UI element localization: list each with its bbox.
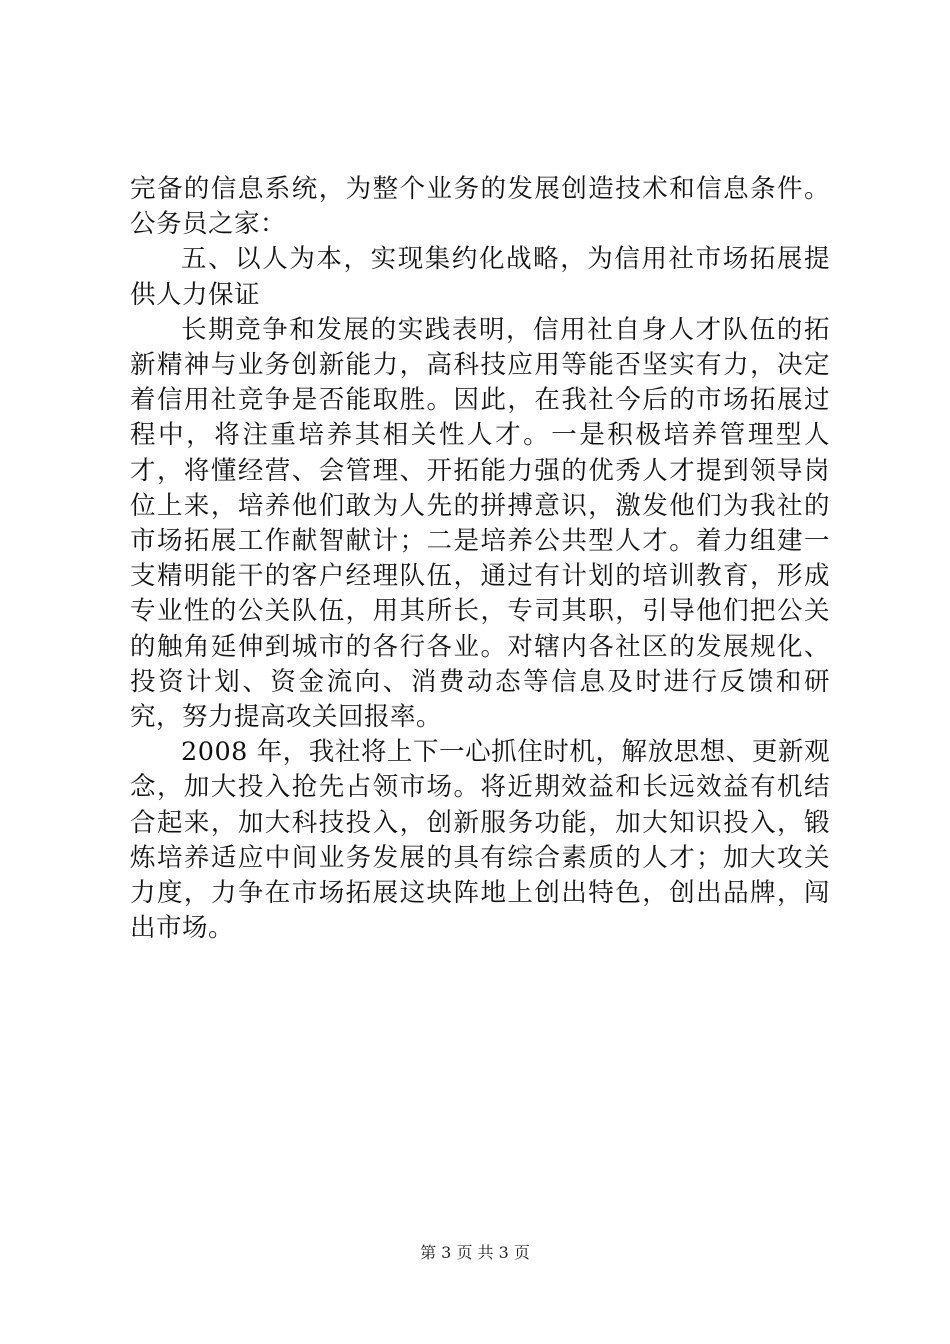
page-number-footer: 第 3 页 共 3 页 — [420, 1243, 530, 1262]
paragraph-continuation: 完备的信息系统，为整个业务的发展创造技术和信息条件。公务员之家： — [130, 174, 830, 240]
document-body — [130, 172, 830, 946]
paragraph-talent: 长期竞争和发展的实践表明，信用社自身人才队伍的拓新精神与业务创新能力，高科技应用等能否坚实有力，决定着信用社竞争是否能取胜。因此，在我社今后的市场拓展过程中，将注重培养其相关性人才。一是积极培养管理型人才，将懂经营、会管理、开拓能力强的优秀人才提到领导岗位上来，培养他们敢为人先的拼搏意识，激发他们为我社的市场拓展工作献智献计；二是培养公共型人才。着力组建一支精明能干的客户经理队伍，通过有计划的培训教育，形成专业性的公关队伍，用其所长，专司其职，引导他们把公关的触角延伸到城市的各行各业。对辖内各社区的发展规化、投资计划、资金流向、消费动态等信息及时进行反馈和研究，努力提高攻关回报率。 — [130, 314, 830, 733]
section-heading: 五、以人为本，实现集约化战略，为信用社市场拓展提供人力保证 — [130, 244, 830, 310]
paragraph-2008-plan: 2008 年，我社将上下一心抓住时机，解放思想、更新观念，加大投入抢先占领市场。将近期效益和长远效益有机结合起来，加大科技投入，创新服务功能，加大知识投入，锻炼培养适应中间业务发展的具有综合素质的人才；加大攻关力度，力争在市场拓展这块阵地上创出特色，创出品牌，闯出市场。 — [130, 737, 830, 944]
